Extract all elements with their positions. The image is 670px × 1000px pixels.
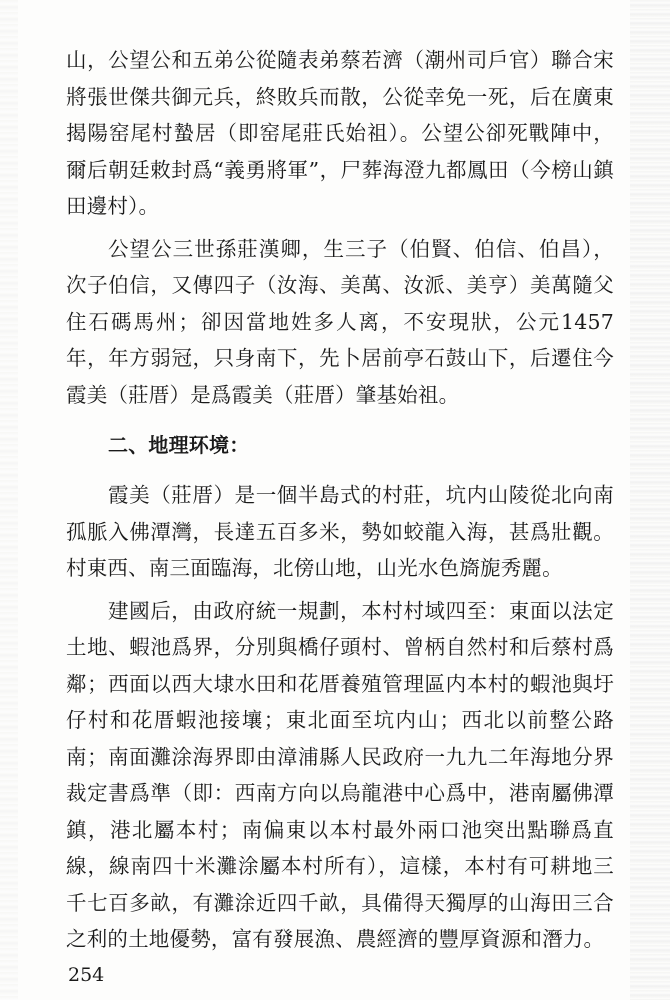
paragraph-lineage: 公望公三世孫莊漢卿，生三子（伯賢、伯信、伯昌），次子伯信，又傳四子（汝海、美萬、汝派、美亨）美萬隨父住石碼馬州；卻因當地姓多人离，不安現狀，公元1457年，年方弱冠，只身南下，先卜居前亭石鼓山下，后遷住今霞美（莊厝）是爲霞美（莊厝）肇基始祖。 bbox=[66, 236, 614, 407]
paragraph-boundaries: 建國后，由政府統一規劃，本村村域四至：東面以法定土地、蝦池爲界，分別與橋仔頭村、曾柄自然村和后蔡村爲鄰；西面以西大埭水田和花厝養殖管理區内本村的蝦池與圩仔村和花厝蝦池接壤；東北面至坑内山；西北以前整公路南；南面灘涂海界即由漳浦縣人民政府一九九二年海地分界裁定書爲準（即：西南方向以烏龍港中心爲中，港南屬佛潭鎮，港北屬本村；南偏東以本村最外兩口池突出點聯爲直線，線南四十米灘涂屬本村所有），這樣，本村有可耕地三千七百多畝，有灘涂近四千畝，具備得天獨厚的山海田三合之利的土地優勢，富有發展漁、農經濟的豐厚資源和潛力。 bbox=[66, 598, 614, 951]
section-heading: 二、地理环境： bbox=[108, 433, 250, 457]
paragraph-geography: 霞美（莊厝）是一個半島式的村莊，坑内山陵從北向南孤脈入佛潭灣，長達五百多米，勢如蛟龍入海，甚爲壯觀。村東西、南三面臨海，北傍山地，山光水色旖旎秀麗。 bbox=[66, 483, 614, 580]
paragraph-continuation: 山，公望公和五弟公從隨表弟蔡若濟（潮州司戶官）聯合宋將張世傑共御元兵，終敗兵而散，公從幸免一死，后在廣東揭陽窑尾村蟄居（即窑尾莊氏始祖）。公望公卻死戰陣中，爾后朝廷敕封爲“義勇將軍”，尸葬海澄九都鳳田（今榜山鎮田邊村）。 bbox=[66, 48, 614, 218]
page-body bbox=[66, 42, 614, 958]
scan-shadow-right bbox=[630, 0, 670, 1000]
scan-shadow-left bbox=[0, 0, 18, 1000]
page-number: 254 bbox=[68, 964, 105, 986]
